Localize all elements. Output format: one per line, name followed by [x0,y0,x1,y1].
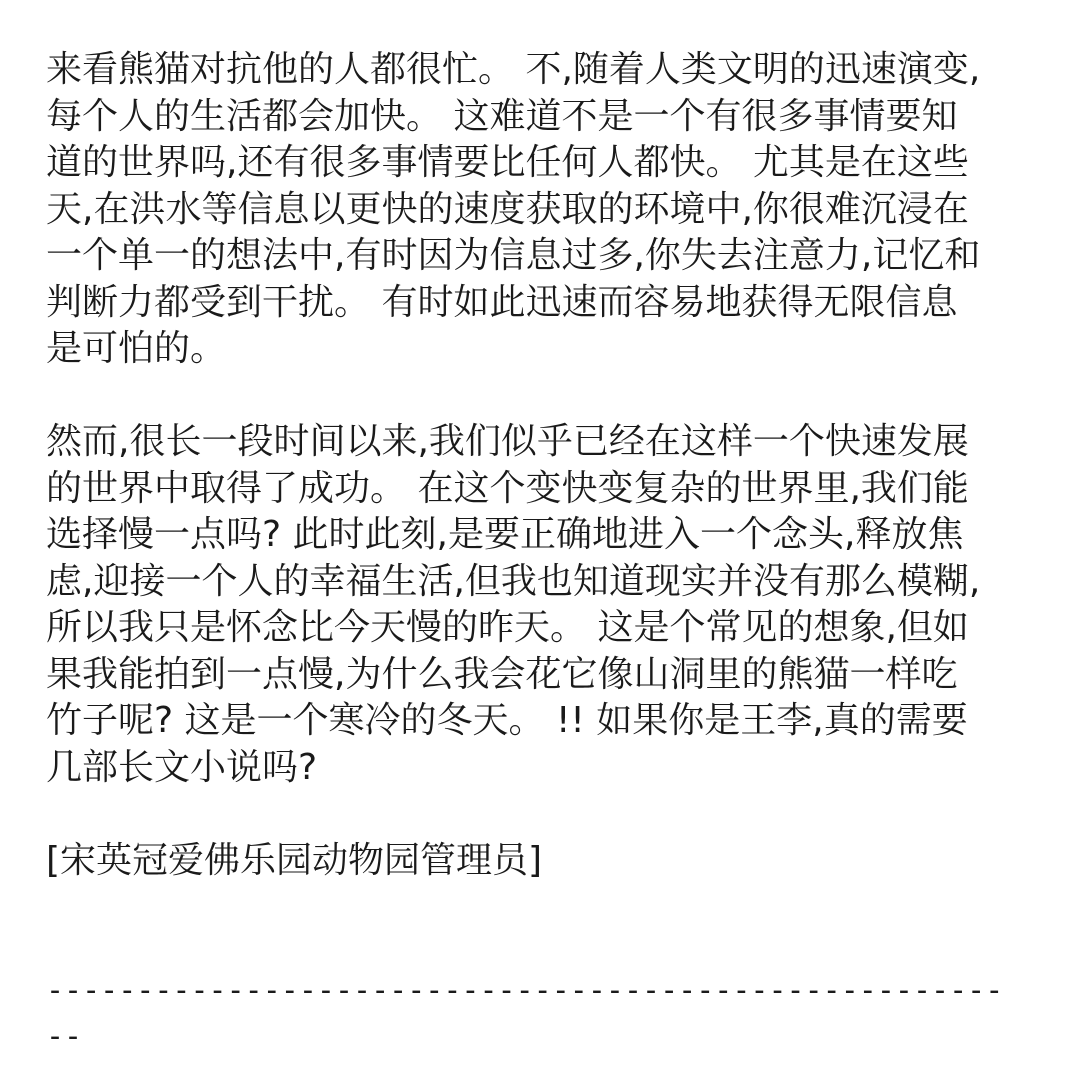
text-line: 的世界中取得了成功。 在这个变快变复杂的世界里,我们能 [46,467,969,509]
text-line: 竹子呢? 这是一个寒冷的冬天。 !! 如果你是王李,真的需要 [46,700,968,741]
article-body [46,47,1036,884]
paragraph-2 [46,419,1036,791]
text-line: 然而,很长一段时间以来,我们似乎已经在这样一个快速发展 [46,421,969,462]
author-signature: [宋英冠爱佛乐园动物园管理员] [46,839,543,881]
text-line: 虑,迎接一个人的幸福生活,但我也知道现实并没有那么模糊, [46,560,981,602]
text-line: 每个人的生活都会加快。 这难道不是一个有很多事情要知 [46,95,958,137]
text-line: 果我能拍到一点慢,为什么我会花它像山洞里的熊猫一样吃 [46,653,958,695]
divider-line: ----------------------------------------------------- [46,973,1004,1008]
text-line: 道的世界吗,还有很多事情要比任何人都快。 尤其是在这些 [46,142,969,183]
paragraph-spacer [46,791,1036,838]
paragraph-1 [46,47,1036,373]
text-line: 所以我只是怀念比今天慢的昨天。 这是个常见的想象,但如 [46,607,969,648]
text-line: 一个单一的想法中,有时因为信息过多,你失去注意力,记忆和 [46,235,981,276]
divider-line: -- [46,1019,83,1054]
text-line: 是可怕的。 [46,328,227,369]
text-line: 判断力都受到干扰。 有时如此迅速而容易地获得无限信息 [46,281,958,323]
paragraph-spacer [46,373,1036,420]
text-line: 天,在洪水等信息以更快的速度获取的环境中,你很难沉浸在 [46,188,969,230]
text-line: 来看熊猫对抗他的人都很忙。 不,随着人类文明的迅速演变, [46,49,981,90]
text-line: 选择慢一点吗? 此时此刻,是要正确地进入一个念头,释放焦 [46,514,964,555]
dashed-divider [46,968,1036,1060]
text-line: 几部长文小说吗? [46,746,318,788]
